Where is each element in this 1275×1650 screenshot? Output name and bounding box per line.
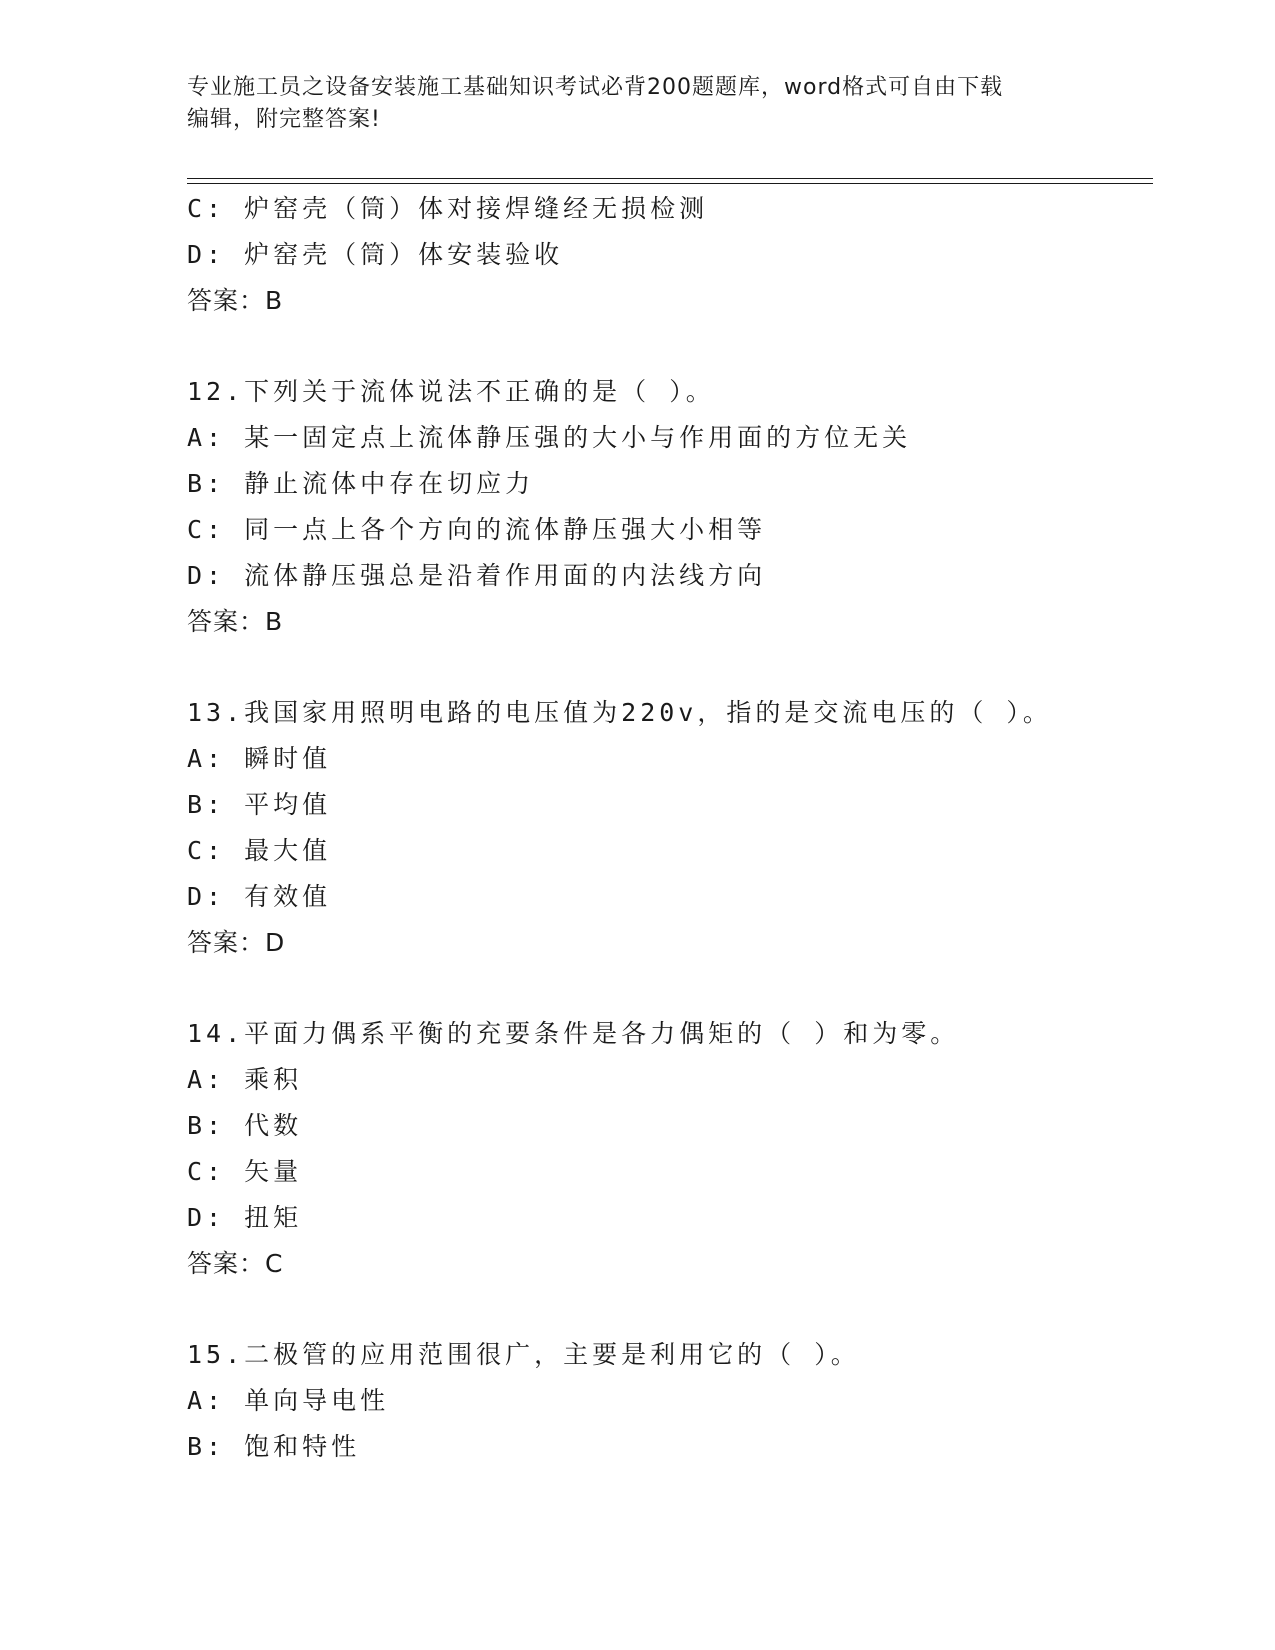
option-b: B: 静止流体中存在切应力 (187, 469, 535, 498)
option-d: D: 炉窑壳（筒）体安装验收 (187, 240, 564, 269)
question-block-12 (187, 369, 1187, 645)
option-a: A: 某一固定点上流体静压强的大小与作用面的方位无关 (187, 423, 912, 452)
header-line-1: 专业施工员之设备安装施工基础知识考试必背200题题库，word格式可自由下载 (187, 75, 1004, 100)
question-text: 12.下列关于流体说法不正确的是（ ）。 (187, 377, 715, 406)
option-a: A: 单向导电性 (187, 1386, 390, 1415)
option-d: D: 扭矩 (187, 1203, 303, 1232)
header-line-2: 编辑，附完整答案! (187, 107, 381, 132)
header-divider-bottom (187, 183, 1153, 184)
spacer (187, 966, 1187, 1011)
document-header (187, 72, 1087, 136)
option-c: C: 矢量 (187, 1157, 303, 1186)
question-list (187, 186, 1187, 1470)
answer-line: 答案：D (187, 928, 286, 957)
question-block-13 (187, 690, 1187, 966)
option-d: D: 有效值 (187, 882, 332, 911)
header-divider-top (187, 178, 1153, 179)
option-c: C: 炉窑壳（筒）体对接焊缝经无损检测 (187, 194, 709, 223)
question-text: 14.平面力偶系平衡的充要条件是各力偶矩的（ ）和为零。 (187, 1019, 960, 1048)
option-a: A: 乘积 (187, 1065, 303, 1094)
spacer (187, 1287, 1187, 1332)
option-b: B: 平均值 (187, 790, 332, 819)
option-d: D: 流体静压强总是沿着作用面的内法线方向 (187, 561, 767, 590)
answer-line: 答案：C (187, 1249, 284, 1278)
option-b: B: 饱和特性 (187, 1432, 361, 1461)
question-block-11 (187, 186, 1187, 324)
question-text: 13.我国家用照明电路的电压值为220v，指的是交流电压的（ ）。 (187, 698, 1052, 727)
question-block-15 (187, 1332, 1187, 1470)
option-b: B: 代数 (187, 1111, 303, 1140)
spacer (187, 645, 1187, 690)
option-c: C: 同一点上各个方向的流体静压强大小相等 (187, 515, 767, 544)
spacer (187, 324, 1187, 369)
question-text: 15.二极管的应用范围很广，主要是利用它的（ ）。 (187, 1340, 860, 1369)
option-c: C: 最大值 (187, 836, 332, 865)
answer-line: 答案：B (187, 607, 284, 636)
answer-line: 答案：B (187, 286, 284, 315)
question-block-14 (187, 1011, 1187, 1287)
option-a: A: 瞬时值 (187, 744, 332, 773)
